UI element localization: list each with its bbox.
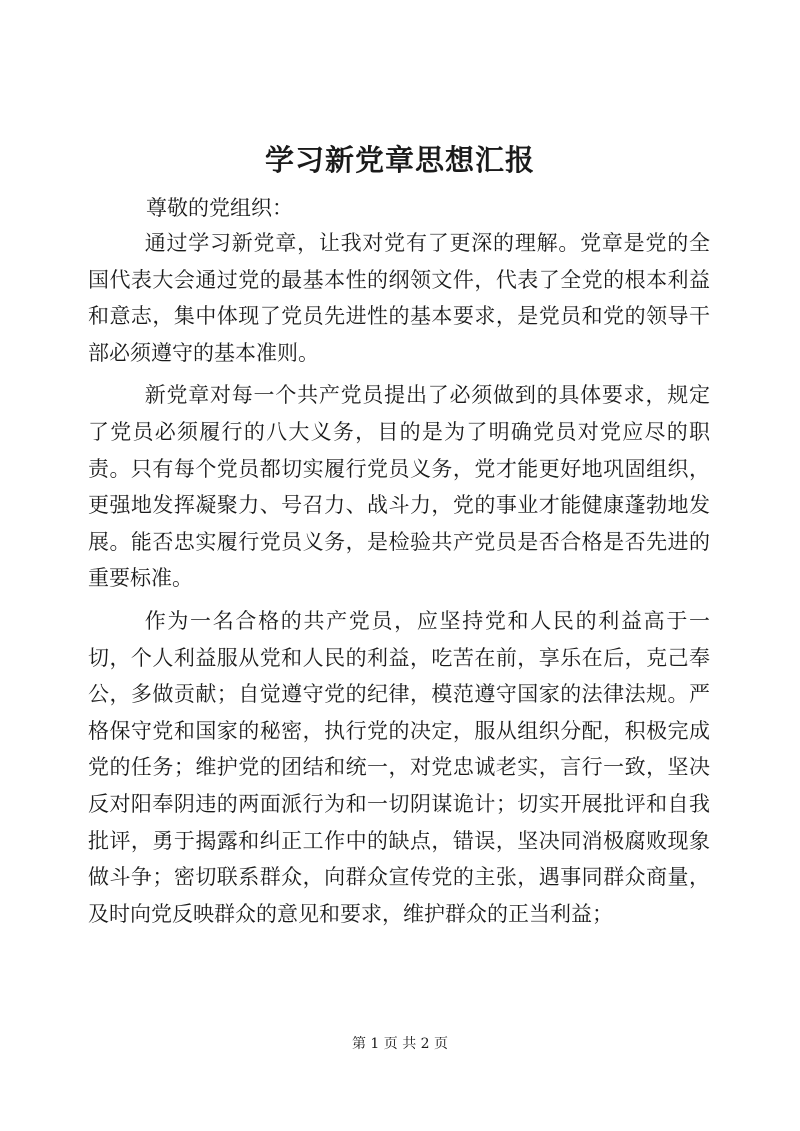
document-title: 学习新党章思想汇报 [264,143,535,177]
paragraph-3: 作为一名合格的共产党员，应坚持党和人民的利益高于一切，个人利益服从党和人民的利益，吃苦在前，享乐在后，克己奉公，多做贡献；自觉遵守党的纪律，模范遵守国家的法律法规。严格保守党和国家的秘密，执行党的决定，服从组织分配，积极完成党的任务；维护党的团结和统一，对党忠诚老实，言行一致，坚决反对阳奉阴违的两面派行为和一切阴谋诡计；切实开展批评和自我批评，勇于揭露和纠正工作中的缺点，错误，坚决同消极腐败现象做斗争；密切联系群众，向群众宣传党的主张，遇事同群众商量，及时向党反映群众的意见和要求，维护群众的正当利益； [88,608,710,926]
paragraph-2: 新党章对每一个共产党员提出了必须做到的具体要求，规定了党员必须履行的八大义务，目的是为了明确党员对党应尽的职责。只有每个党员都切实履行党员义务，党才能更好地巩固组织，更强地发挥凝聚力、号召力、战斗力，党的事业才能健康蓬勃地发展。能否忠实履行党员义务，是检验共产党员是否合格是否先进的重要标准。 [88,383,710,591]
document-body [88,225,710,938]
salutation: 尊敬的党组织： [146,196,293,220]
paragraph-1: 通过学习新党章，让我对党有了更深的理解。党章是党的全国代表大会通过党的最基本性的纲领文件，代表了全党的根本利益和意志，集中体现了党员先进性的基本要求，是党员和党的领导干部必须遵守的基本准则。 [88,231,710,365]
page-footer: 第 1 页 共 2 页 [351,1036,449,1052]
